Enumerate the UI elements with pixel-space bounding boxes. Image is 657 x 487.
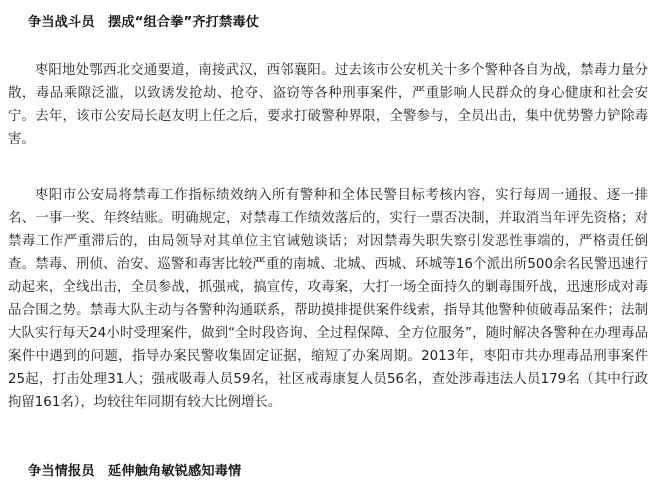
section-heading-intelligence: 争当情报员 延伸触角敏锐感知毒情 bbox=[28, 464, 242, 479]
section-heading-combat: 争当战斗员 摆成“组合拳”齐打禁毒仗 bbox=[28, 15, 260, 30]
paragraph-intro: 枣阳地处鄂西北交通要道，南接武汉，西邻襄阳。过去该市公安机关十多个警种各自为战，禁毒力量分散，毒品乘隙泛滥，以致诱发抢劫、抢夺、盗窃等各种刑事案件，严重影响人民群众的身心健康和社会安宁。去年，该市公安局长赵友明上任之后，要求打破警种界限，全警参与，全员出击，集中优势警力铲除毒害。 bbox=[8, 63, 648, 147]
paragraph-measures: 枣阳市公安局将禁毒工作指标绩效纳入所有警种和全体民警目标考核内容，实行每周一通报、逐一排名、一事一奖、年终结账。明确规定，对禁毒工作绩效落后的，实行一票否决制，并取消当年评先资格；对禁毒工作严重滞后的，由局领导对其单位主官诫勉谈话；对因禁毒失职失察引发恶性事端的，严格责任倒查。禁毒、刑侦、治安、巡警和毒害比较严重的南城、北城、西城、环城等16个派出所500余名民警迅速行动起来，全线出击，全员参战，抓强戒，搞宣传，攻毒案，大打一场全面持久的剿毒围歼战，迅速形成对毒品合围之势。禁毒大队主动与各警种沟通联系，帮助摸排提供案件线索，指导其他警种侦破毒品案件；法制大队实行每天24小时受理案件，做到“全时段咨询、全过程保障、全方位服务”，随时解决各警种在办理毒品案件中遇到的问题，指导办案民警收集固定证据，缩短了办案周期。2013年，枣阳市共办理毒品刑事案件25起，打击处理31人；强戒吸毒人员59名，社区戒毒康复人员56名，查处涉毒违法人员179名（其中行政拘留161名），均较往年同期有较大比例增长。 bbox=[8, 188, 648, 410]
